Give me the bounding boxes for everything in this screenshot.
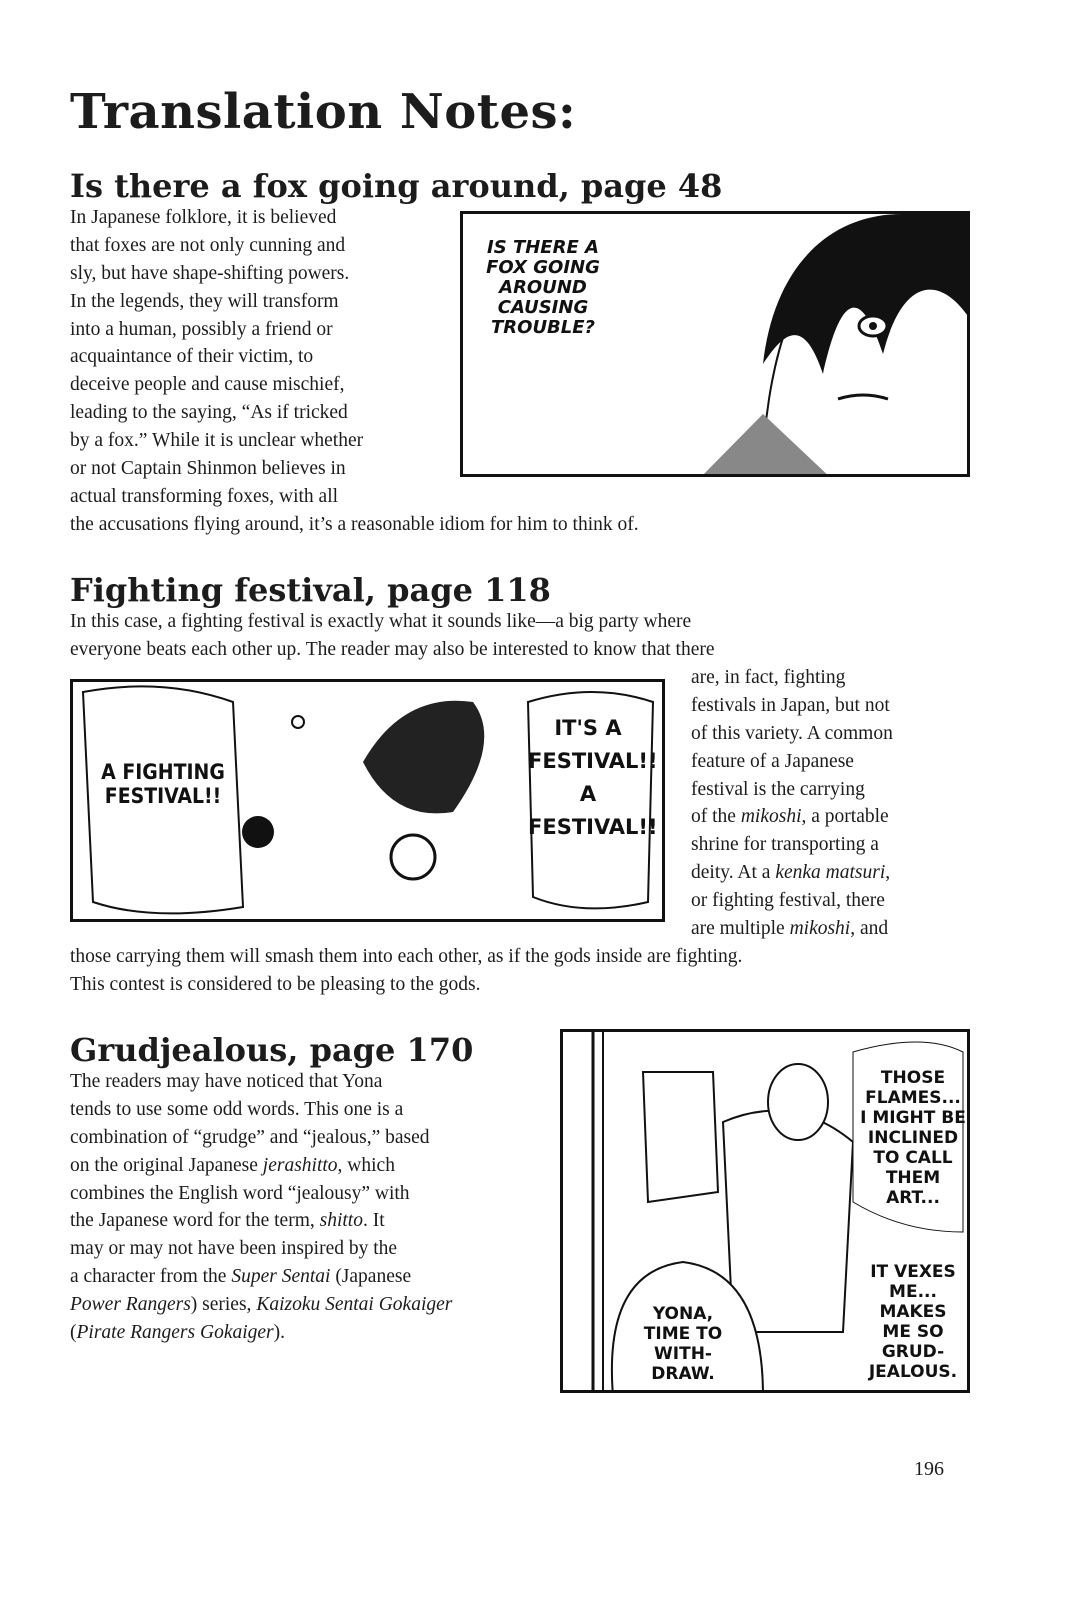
text-segment: feature of a Japanese	[691, 750, 854, 772]
italic-term: mikoshi	[740, 806, 802, 828]
text-segment: . It	[362, 1210, 385, 1232]
text-line	[70, 511, 639, 539]
section-text-festival-intro	[70, 608, 715, 664]
text-segment: on the original Japanese	[70, 1154, 263, 1176]
text-line	[70, 1235, 452, 1263]
text-segment: of the	[691, 806, 741, 828]
text-segment: sly, but have shape-shifting powers.	[70, 262, 350, 284]
italic-term: mikoshi	[789, 918, 851, 940]
text-segment: or not Captain Shinmon believes in	[70, 458, 346, 480]
section-text-festival-side	[691, 664, 893, 943]
text-segment: leading to the saying, “As if tricked	[70, 402, 348, 424]
speech-bubble: IT VEXES ME... MAKES ME SO GRUD- JEALOUS.	[868, 1262, 958, 1382]
text-line	[691, 748, 893, 776]
text-line	[691, 915, 893, 943]
manga-panel-festival	[70, 679, 665, 922]
text-line	[70, 1263, 452, 1291]
section-text-festival-end	[70, 943, 742, 999]
text-segment: festivals in Japan, but not	[691, 694, 890, 716]
text-line	[70, 1124, 452, 1152]
speech-bubble: IT'S A FESTIVAL!! A FESTIVAL!!	[528, 716, 658, 839]
text-line	[70, 971, 742, 999]
text-segment: combines the English word “jealousy” with	[70, 1182, 410, 1204]
text-segment: of this variety. A common	[691, 722, 893, 744]
text-line	[691, 831, 893, 859]
text-segment: In the legends, they will transform	[70, 290, 339, 312]
text-line	[691, 720, 893, 748]
text-line	[70, 1152, 452, 1180]
text-line	[691, 664, 893, 692]
italic-term: Kaizoku Sentai Gokaiger	[256, 1294, 453, 1316]
italic-term: Pirate Rangers Gokaiger	[76, 1322, 274, 1344]
text-segment: tends to use some odd words. This one is a	[70, 1098, 404, 1120]
text-segment: shrine for transporting a	[691, 834, 879, 856]
text-line	[70, 1291, 452, 1319]
text-segment: by a fox.” While it is unclear whether	[70, 430, 364, 452]
italic-term: jerashitto	[262, 1154, 338, 1176]
text-line	[691, 692, 893, 720]
text-segment: those carrying them will smash them into each other, as if the gods inside are fighting.	[70, 946, 743, 967]
speech-bubble: IS THERE A FOX GOING AROUND CAUSING TROUBLE?	[486, 237, 600, 338]
section-heading-festival: Fighting festival, page 118	[70, 571, 551, 609]
speech-bubble: A FIGHTING FESTIVAL!!	[101, 760, 225, 808]
text-line	[70, 1096, 452, 1124]
text-line	[70, 943, 742, 971]
italic-term: Super Sentai	[231, 1266, 331, 1288]
text-segment: are, in fact, fighting	[691, 667, 846, 688]
text-segment: the Japanese word for the term,	[70, 1210, 320, 1232]
manga-panel-fox	[460, 211, 970, 477]
text-segment: , which	[337, 1154, 395, 1176]
text-segment: acquaintance of their victim, to	[70, 346, 314, 368]
text-segment: the accusations flying around, it’s a reasonable idiom for him to think of.	[70, 513, 639, 535]
text-segment: , and	[850, 918, 889, 940]
text-segment: may or may not have been inspired by the	[70, 1238, 398, 1260]
text-segment: actual transforming foxes, with all	[70, 485, 339, 507]
section-heading-fox: Is there a fox going around, page 48	[70, 167, 723, 205]
text-line	[691, 776, 893, 804]
text-segment: deceive people and cause mischief,	[70, 374, 345, 396]
text-segment: The readers may have noticed that Yona	[70, 1071, 383, 1092]
section-text-grudjealous	[70, 1068, 452, 1347]
italic-term: shitto	[319, 1210, 363, 1232]
manga-panel-grudjealous	[560, 1029, 970, 1393]
text-segment: (Japanese	[330, 1266, 412, 1288]
italic-term: Power Rangers	[70, 1294, 191, 1316]
text-segment: that foxes are not only cunning and	[70, 234, 346, 256]
italic-term: kenka matsuri	[775, 862, 886, 884]
text-line	[70, 1068, 452, 1096]
text-segment: or fighting festival, there	[691, 890, 885, 912]
text-line	[70, 1180, 452, 1208]
text-segment: ,	[885, 862, 891, 884]
text-segment: are multiple	[691, 918, 790, 940]
text-segment: In Japanese folklore, it is believed	[70, 207, 337, 228]
page-number: 196	[914, 1458, 944, 1480]
text-line	[70, 636, 715, 664]
text-segment: everyone beats each other up. The reader may also be interested to know that there	[70, 638, 715, 660]
text-segment: combination of “grudge” and “jealous,” based	[70, 1126, 430, 1148]
text-segment: a character from the	[70, 1266, 232, 1288]
text-line	[70, 483, 639, 511]
text-segment: ) series,	[190, 1294, 257, 1316]
text-segment: festival is the carrying	[691, 778, 865, 800]
speech-bubble: THOSE FLAMES... I MIGHT BE INCLINED TO CALL THEM ART...	[860, 1068, 966, 1208]
text-line	[691, 859, 893, 887]
text-segment: into a human, possibly a friend or	[70, 318, 333, 340]
text-line	[691, 887, 893, 915]
text-line	[691, 803, 893, 831]
text-segment: (	[70, 1322, 77, 1344]
speech-bubble: YONA, TIME TO WITH- DRAW.	[643, 1304, 723, 1384]
text-line	[70, 1319, 452, 1347]
text-segment: , a portable	[801, 806, 889, 828]
text-segment: This contest is considered to be pleasing to the gods.	[70, 973, 481, 995]
text-segment: ).	[273, 1322, 286, 1344]
text-segment: In this case, a fighting festival is exactly what it sounds like—a big party where	[70, 611, 692, 632]
character-illustration	[463, 214, 970, 477]
text-line	[70, 608, 715, 636]
text-line	[70, 1207, 452, 1235]
text-segment: deity. At a	[691, 862, 776, 884]
section-heading-grudjealous: Grudjealous, page 170	[70, 1031, 474, 1069]
page-title: Translation Notes:	[70, 84, 577, 140]
